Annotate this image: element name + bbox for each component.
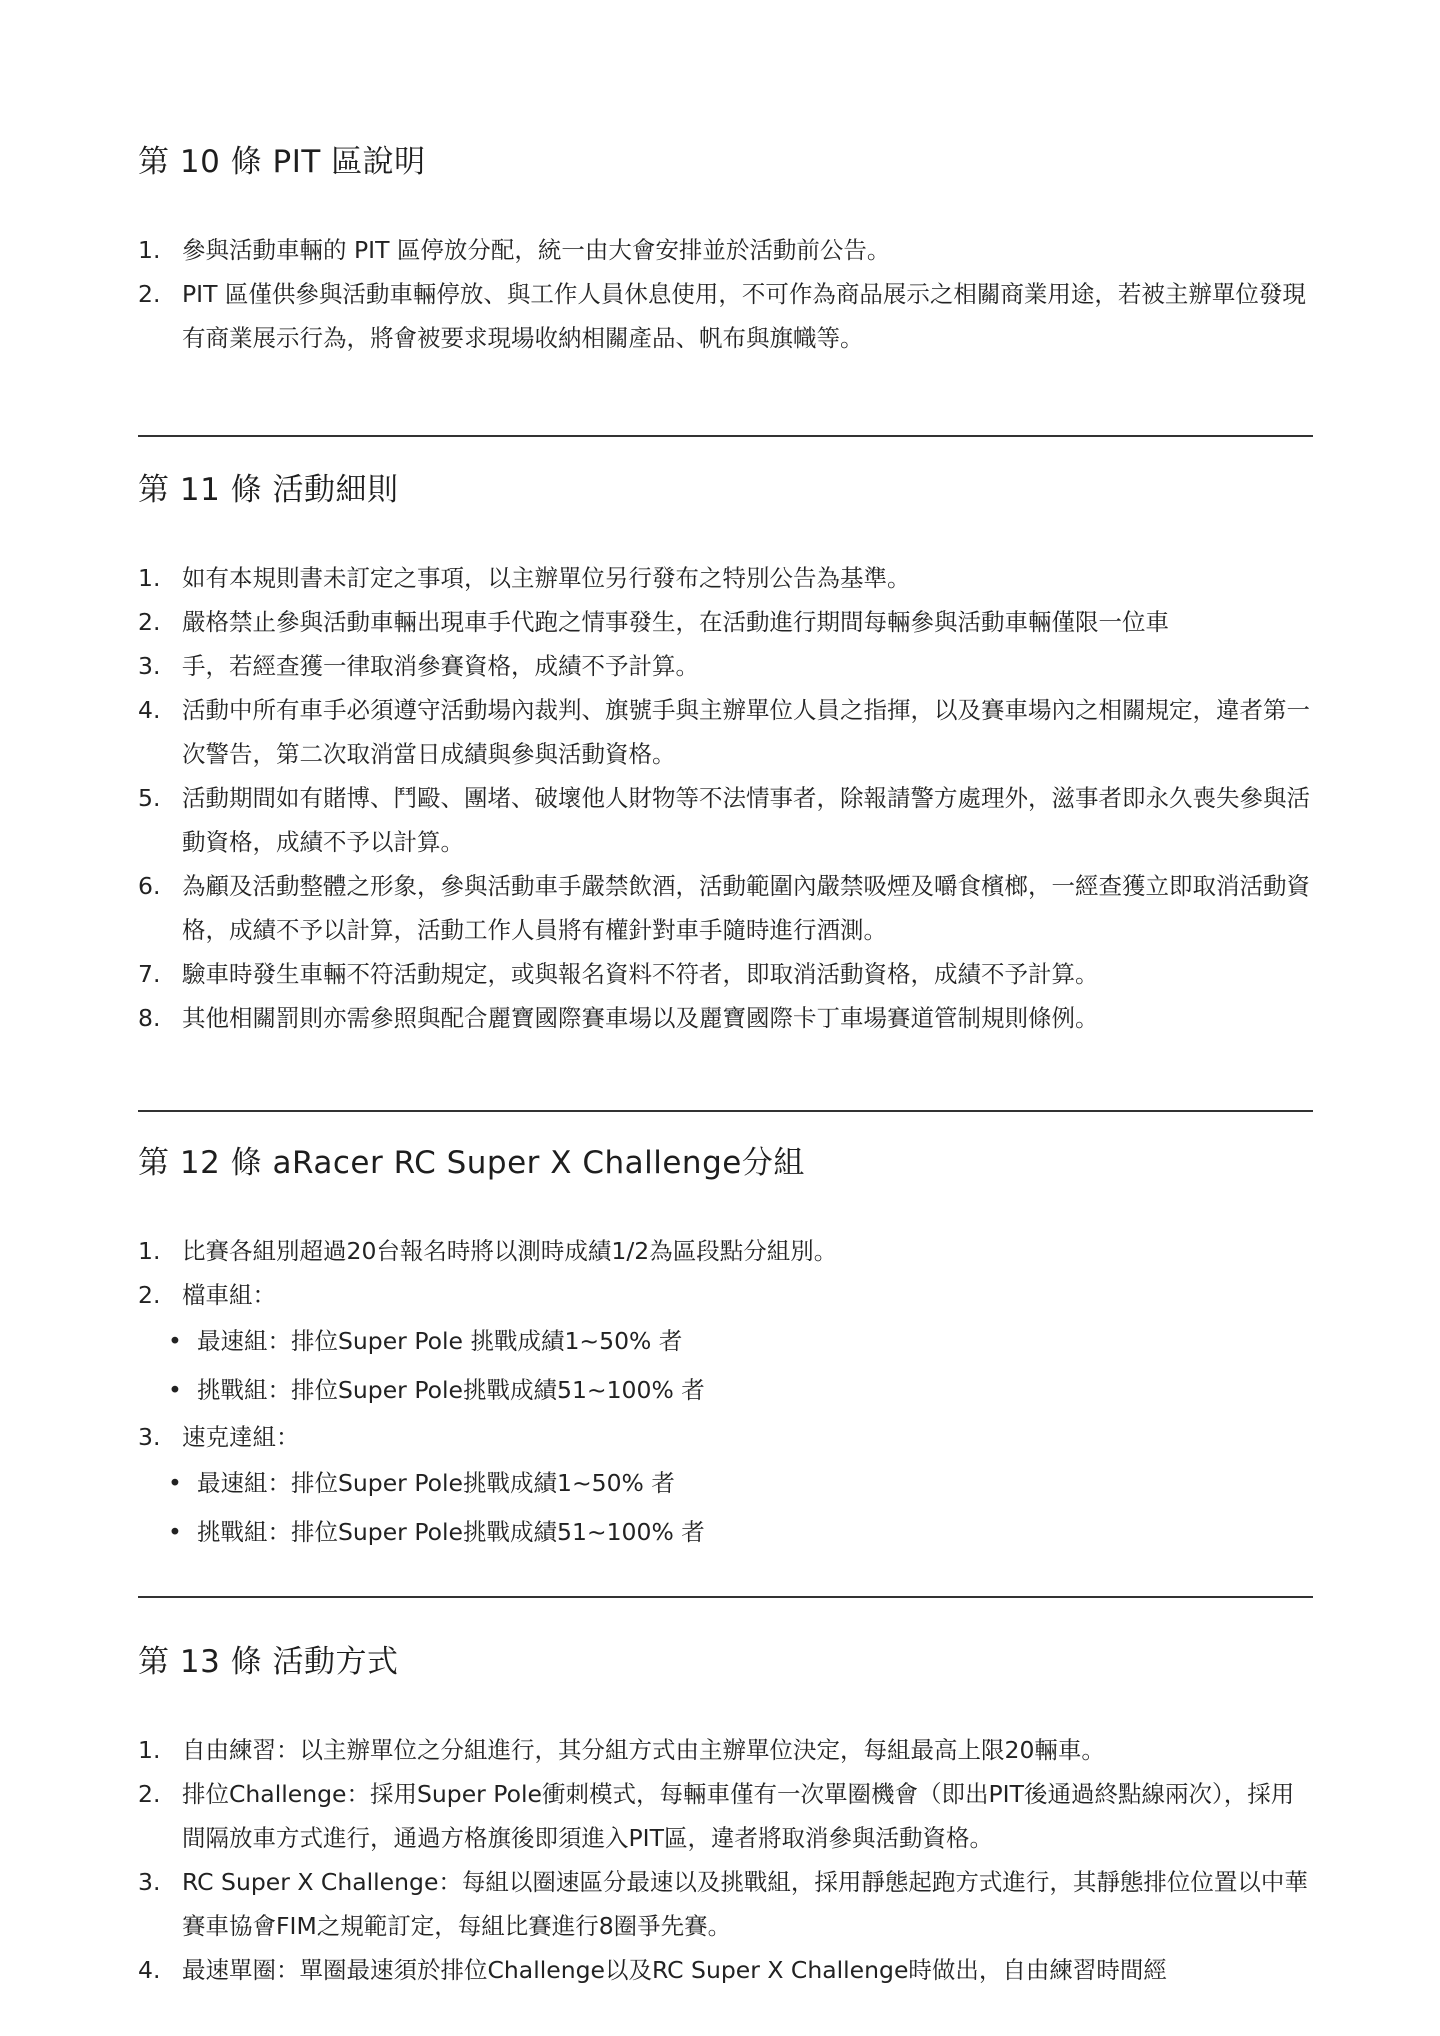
list-item — [138, 228, 1313, 272]
item-number: 4. — [138, 1956, 161, 1984]
item-text: 活動期間如有賭博、鬥毆、團堵、破壞他人財物等不法情事者，除報請警方處理外，滋事者即永久喪失參與活動資格，成績不予以計算。 — [182, 784, 1310, 856]
article-heading: 第 12 條 aRacer RC Super X Challenge分組 — [138, 1145, 805, 1181]
sub-item-text: 挑戰組：排位Super Pole挑戰成績51~100% 者 — [197, 1376, 705, 1404]
bullet-icon: • — [168, 1518, 182, 1546]
list-item — [138, 556, 1313, 600]
item-text: RC Super X Challenge：每組以圈速區分最速以及挑戰組，採用靜態起跑方式進行，其靜態排位位置以中華賽車協會FIM之規範訂定，每組比賽進行8圈爭先賽。 — [182, 1868, 1308, 1940]
item-text: 參與活動車輛的 PIT 區停放分配，統一由大會安排並於活動前公告。 — [182, 236, 891, 264]
list-item — [138, 688, 1313, 776]
item-text: 如有本規則書未訂定之事項，以主辦單位另行發布之特別公告為基準。 — [182, 564, 911, 592]
list-item — [138, 1273, 1313, 1317]
list-item — [138, 1728, 1313, 1772]
bullet-icon: • — [168, 1376, 182, 1404]
list-item — [138, 644, 1313, 688]
item-text: 排位Challenge：採用Super Pole衝刺模式，每輛車僅有一次單圈機會（即出PIT後通過終點線兩次），採用間隔放車方式進行，通過方格旗後即須進入PIT區，違者將取消參與活動資格。 — [182, 1780, 1295, 1852]
item-number: 1. — [138, 1736, 161, 1764]
article-list — [138, 228, 1313, 360]
item-text: PIT 區僅供參與活動車輛停放、與工作人員休息使用，不可作為商品展示之相關商業用途，若被主辦單位發現有商業展示行為，將會被要求現場收納相關產品、帆布與旗幟等。 — [182, 280, 1306, 352]
article-list — [138, 1728, 1313, 1992]
item-text: 活動中所有車手必須遵守活動場內裁判、旗號手與主辦單位人員之指揮，以及賽車場內之相關規定，違者第一次警告，第二次取消當日成績與參與活動資格。 — [182, 696, 1310, 768]
list-item — [138, 272, 1313, 360]
list-item — [138, 952, 1313, 996]
article-list — [138, 1229, 1313, 1317]
sub-item-text: 最速組：排位Super Pole挑戰成績1~50% 者 — [197, 1469, 675, 1497]
article-12 — [138, 1143, 1313, 1557]
list-item — [138, 1415, 1313, 1459]
item-text: 手，若經查獲一律取消參賽資格，成績不予計算。 — [182, 652, 699, 680]
article-heading: 第 11 條 活動細則 — [138, 472, 399, 508]
item-number: 5. — [138, 784, 161, 812]
article-13 — [138, 1642, 1313, 1992]
item-number: 2. — [138, 1780, 161, 1808]
article-list — [138, 556, 1313, 1040]
item-number: 4. — [138, 696, 161, 724]
section-divider — [138, 435, 1313, 437]
list-item — [138, 864, 1313, 952]
item-text: 其他相關罰則亦需參照與配合麗寶國際賽車場以及麗寶國際卡丁車場賽道管制規則條例。 — [182, 1004, 1099, 1032]
item-number: 1. — [138, 236, 161, 264]
article-10 — [138, 142, 1313, 360]
item-text: 最速單圈：單圈最速須於排位Challenge以及RC Super X Challenge時做出，自由練習時間經 — [182, 1956, 1167, 1984]
item-number: 1. — [138, 1237, 161, 1265]
sub-item-text: 最速組：排位Super Pole 挑戰成績1~50% 者 — [197, 1327, 683, 1355]
item-text: 比賽各組別超過20台報名時將以測時成績1/2為區段點分組別。 — [182, 1237, 838, 1265]
bullet-icon: • — [168, 1469, 182, 1497]
item-text: 驗車時發生車輛不符活動規定，或與報名資料不符者，即取消活動資格，成績不予計算。 — [182, 960, 1099, 988]
item-text: 檔車組： — [182, 1281, 276, 1309]
list-item — [138, 1948, 1313, 1992]
article-heading: 第 10 條 PIT 區說明 — [138, 144, 426, 180]
sub-list — [138, 1317, 1313, 1415]
sub-list-item — [138, 1317, 1313, 1366]
item-text: 自由練習：以主辦單位之分組進行，其分組方式由主辦單位決定，每組最高上限20輛車。 — [182, 1736, 1105, 1764]
item-text: 嚴格禁止參與活動車輛出現車手代跑之情事發生，在活動進行期間每輛參與活動車輛僅限一位車 — [182, 608, 1169, 636]
list-item — [138, 1860, 1313, 1948]
item-text: 為顧及活動整體之形象，參與活動車手嚴禁飲酒，活動範圍內嚴禁吸煙及嚼食檳榔，一經查獲立即取消活動資格，成績不予以計算，活動工作人員將有權針對車手隨時進行酒測。 — [182, 872, 1310, 944]
article-list — [138, 1415, 1313, 1459]
item-text: 速克達組： — [182, 1423, 300, 1451]
item-number: 1. — [138, 564, 161, 592]
sub-item-text: 挑戰組：排位Super Pole挑戰成績51~100% 者 — [197, 1518, 705, 1546]
sub-list-item — [138, 1508, 1313, 1557]
sub-list-item — [138, 1459, 1313, 1508]
item-number: 2. — [138, 608, 161, 636]
sub-list — [138, 1459, 1313, 1557]
list-item — [138, 600, 1313, 644]
section-divider — [138, 1110, 1313, 1112]
bullet-icon: • — [168, 1327, 182, 1355]
item-number: 2. — [138, 1281, 161, 1309]
list-item — [138, 1772, 1313, 1860]
article-11 — [138, 470, 1313, 1040]
section-divider — [138, 1596, 1313, 1598]
list-item — [138, 1229, 1313, 1273]
item-number: 3. — [138, 1423, 161, 1451]
item-number: 2. — [138, 280, 161, 308]
item-number: 3. — [138, 652, 161, 680]
sub-list-item — [138, 1366, 1313, 1415]
item-number: 6. — [138, 872, 161, 900]
item-number: 3. — [138, 1868, 161, 1896]
list-item — [138, 776, 1313, 864]
item-number: 8. — [138, 1004, 161, 1032]
article-heading: 第 13 條 活動方式 — [138, 1644, 399, 1680]
item-number: 7. — [138, 960, 161, 988]
list-item — [138, 996, 1313, 1040]
